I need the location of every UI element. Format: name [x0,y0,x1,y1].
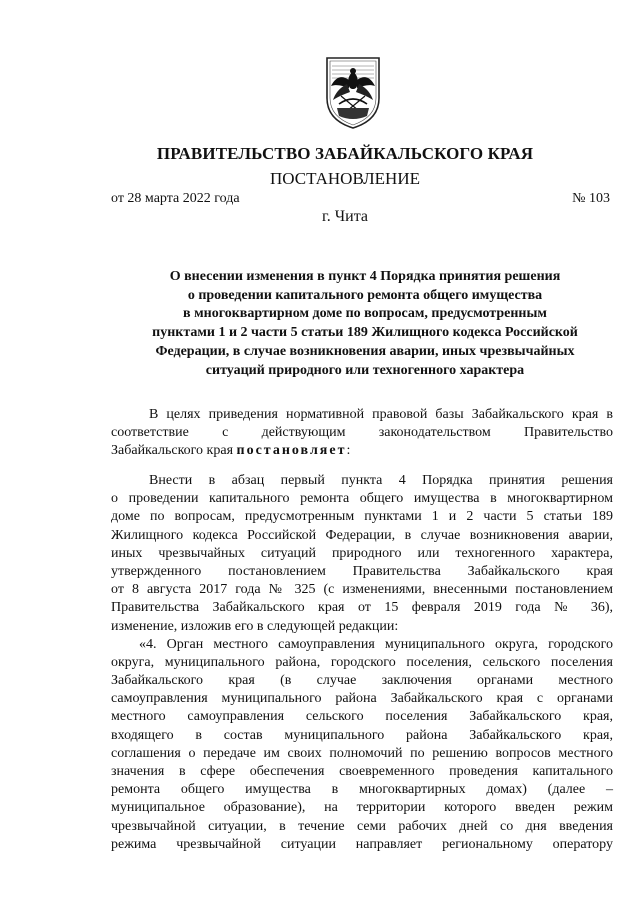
body-line: Правительства Забайкальского края от 15 февраля 2019 года № 36), [111,600,613,616]
body-line: иных чрезвычайных ситуаций природного или техногенного характера, [111,545,613,561]
coat-of-arms-icon [323,52,383,132]
body-line: соглашения о передаче им своих полномочий по решению вопросов местного [111,745,613,761]
body-line: режима чрезвычайной ситуации направляет региональному оператору [111,836,613,852]
document-city: г. Чита [321,208,368,225]
preamble-line: Забайкальского края [111,443,234,459]
preamble-paragraph [111,406,613,461]
subject-line: в многоквартирном доме по вопросам, предусмотренным [183,306,547,322]
body-line: от 8 августа 2017 года № 325 (с изменениями, внесенными постановлением [111,582,613,598]
body-line: Забайкальского края (в случае заключения органами местного [111,673,613,689]
body-line: чрезвычайной ситуации, в течение семи рабочих дней со дня введения [111,818,613,834]
subject-line: О внесении изменения в пункт 4 Порядка принятия решения [169,269,561,284]
body-line: самоуправления муниципального района Забайкальского края с органами [111,691,613,707]
government-title: ПРАВИТЕЛЬСТВО ЗАБАЙКАЛЬСКОГО КРАЯ [156,144,534,163]
body-line: округа, муниципального района, городского поселения, сельского поселения [111,654,613,670]
body-line: значения в сфере обеспечения своевременного проведения капитального [111,764,613,779]
preamble-line: соответствие с действующим законодательством Правительство [111,425,613,441]
body-line: муниципальное образование), на территории которого введен режим [111,800,613,816]
document-date: от 28 марта 2022 года [111,191,240,206]
body-line: «4. Орган местного самоуправления муниципального округа, городского [139,636,613,652]
body-line: Жилищного кодекса Российской Федерации, в случае возникновения аварии, [111,527,613,543]
document-number: № 103 [572,191,610,206]
body-line: утвержденного постановлением Правительства Забайкальского края [111,563,613,579]
subject-line: ситуаций природного или техногенного характера [205,362,525,378]
body-line: местного самоуправления сельского поселения Забайкальского края, [111,709,613,725]
document-type: ПОСТАНОВЛЕНИЕ [269,169,420,188]
decree-word: постановляет [236,443,347,459]
subject-line: Федерации, в случае возникновения аварии, иных чрезвычайных [155,343,575,359]
subject-line: о проведении капитального ремонта общего имущества [187,287,543,303]
body-line: Внести в абзац первый пункта 4 Порядка принятия решения [149,473,613,488]
decree-colon: : [346,443,351,459]
document-subject [115,268,615,380]
preamble-line: В целях приведения нормативной правовой базы Забайкальского края в [149,407,613,422]
subject-line: пунктами 1 и 2 части 5 статьи 189 Жилищного кодекса Российской [152,325,578,341]
body-line: входящего в состав муниципального района Забайкальского края, [111,727,613,743]
preamble-line-final [111,442,613,460]
body-line: доме по вопросам, предусмотренным пунктами 1 и 2 части 5 статьи 189 [111,509,613,525]
body-paragraph [111,472,613,854]
body-line: изменение, изложив его в следующей редакции: [111,618,399,634]
body-line: о проведении капитального ремонта общего имущества в многоквартирном [111,491,613,507]
body-line: ремонта общего имущества в многоквартирных домах) (далее – [111,782,613,798]
